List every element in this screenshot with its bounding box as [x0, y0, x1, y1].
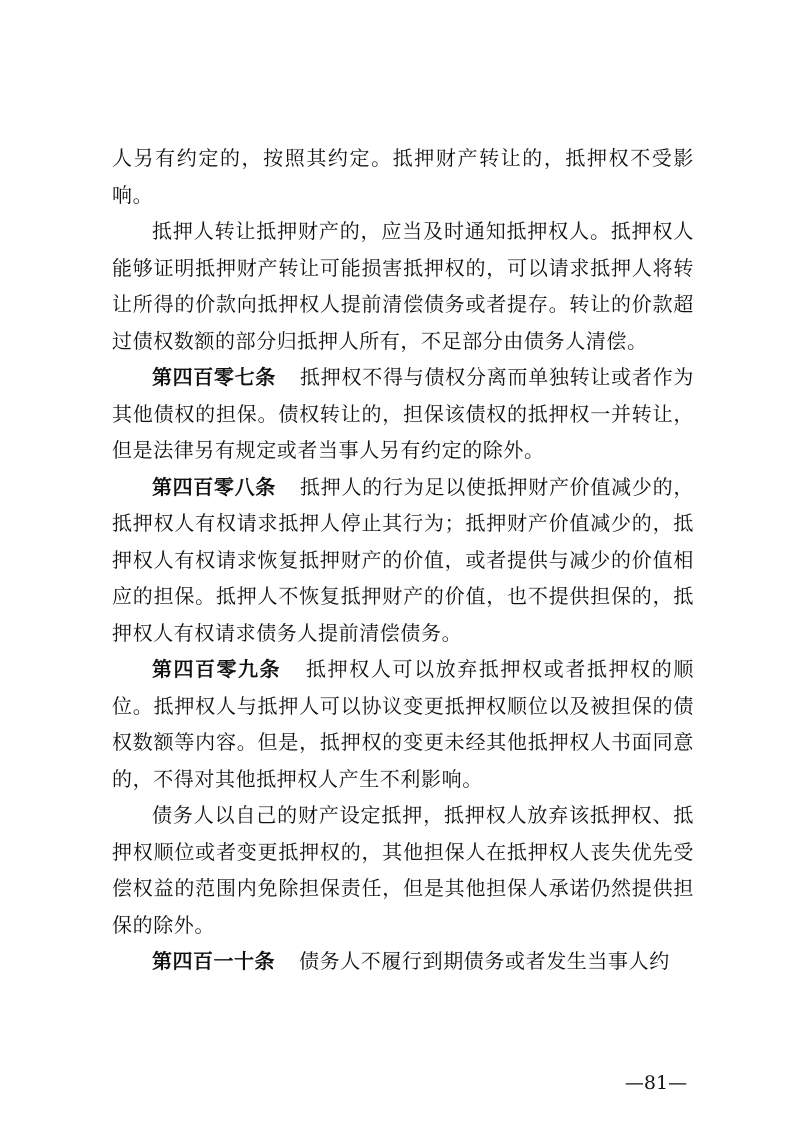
page-number: —81— [624, 1072, 688, 1094]
article-title: 第四百一十条 [152, 949, 275, 973]
paragraph-continuation [112, 140, 694, 213]
paragraph [112, 797, 694, 943]
paragraph-text: 人另有约定的，按照其约定。抵押财产转让的，抵押权不受影响。 [112, 146, 694, 207]
article-408 [112, 469, 694, 652]
article-title: 第四百零七条 [152, 365, 276, 389]
article-text: 抵押权不得与债权分离而单独转让或者作为其他债权的担保。债权转让的，担保该债权的抵押权一并转让，但是法律另有规定或者当事人另有约定的除外。 [112, 365, 695, 462]
article-410 [112, 943, 694, 980]
article-title: 第四百零八条 [152, 474, 276, 499]
paragraph-text: 债务人以自己的财产设定抵押，抵押权人放弃该抵押权、抵押权顺位或者变更抵押权的，其他担保人在抵押权人丧失优先受偿权益的范围内免除担保责任，但是其他担保人承诺仍然提供担保的除外。 [112, 803, 694, 937]
paragraph-text: 抵押人转让抵押财产的，应当及时通知抵押权人。抵押权人能够证明抵押财产转让可能损害抵押权的，可以请求抵押人将转让所得的价款向抵押权人提前清偿债务或者提存。转让的价款超过债权数额的部分归抵押人所有，不足部分由债务人清偿。 [112, 219, 694, 353]
article-407 [112, 359, 694, 469]
paragraph [112, 213, 694, 359]
article-text: 抵押权人可以放弃抵押权或者抵押权的顺位。抵押权人与抵押人可以协议变更抵押权顺位以及被担保的债权数额等内容。但是，抵押权的变更未经其他抵押权人书面同意的，不得对其他抵押权人产生不利影响。 [112, 657, 694, 791]
article-title: 第四百零九条 [152, 657, 282, 681]
article-text: 债务人不履行到期债务或者发生当事人约 [299, 949, 670, 973]
article-text: 抵押人的行为足以使抵押财产价值减少的，抵押权人有权请求抵押人停止其行为；抵押财产价值减少的，抵押权人有权请求恢复抵押财产的价值，或者提供与减少的价值相应的担保。抵押人不恢复抵押财产的价值，也不提供担保的，抵押权人有权请求债务人提前清偿债务。 [112, 474, 695, 645]
document-body [112, 140, 694, 980]
article-409 [112, 651, 694, 797]
